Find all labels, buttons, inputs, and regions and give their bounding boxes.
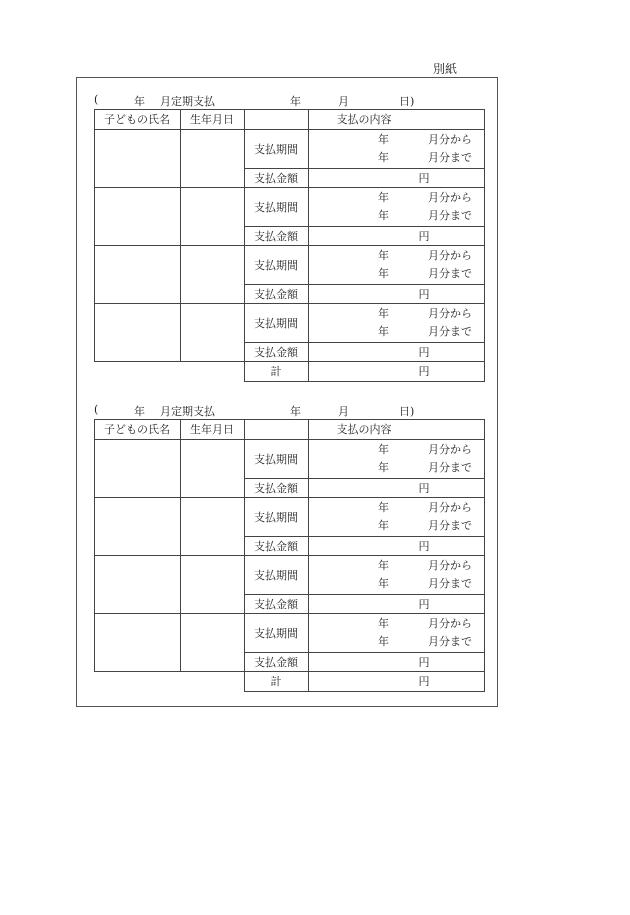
period-label: 支払期間 — [254, 317, 298, 330]
total-bottom-rule — [244, 691, 485, 692]
period-to-suffix: 月分まで — [428, 635, 472, 648]
total-unit: 円 — [418, 675, 430, 688]
column-header-birthdate: 生年月日 — [190, 423, 234, 436]
column-header-payment-content: 支払の内容 — [336, 423, 392, 436]
period-from-year: 年 — [378, 191, 389, 204]
table-top-rule — [94, 419, 485, 420]
amount-row-rule — [244, 594, 485, 595]
header-open-paren: ( — [94, 403, 99, 416]
row-group-rule — [94, 613, 485, 614]
header-year: 年 — [134, 95, 145, 108]
amount-row-rule — [244, 284, 485, 285]
row-group-rule — [94, 187, 485, 188]
period-from-year: 年 — [378, 307, 389, 320]
period-to-year: 年 — [378, 635, 389, 648]
row-group-rule — [94, 245, 485, 246]
period-from-year: 年 — [378, 559, 389, 572]
header-title: 月定期支払 — [160, 405, 215, 418]
payment-table — [94, 419, 484, 689]
header-date-month: 月 — [338, 405, 349, 418]
period-from-suffix: 月分から — [428, 559, 472, 572]
table-left-rule — [94, 419, 95, 672]
amount-label: 支払金額 — [254, 346, 298, 359]
period-to-year: 年 — [378, 267, 389, 280]
period-to-year: 年 — [378, 577, 389, 590]
payment-table — [94, 109, 484, 379]
header-bottom-rule — [94, 439, 485, 440]
amount-row-rule — [244, 478, 485, 479]
table-top-rule — [94, 109, 485, 110]
amount-unit: 円 — [418, 656, 430, 669]
amount-unit: 円 — [418, 482, 430, 495]
amount-row-rule — [244, 652, 485, 653]
amount-unit: 円 — [418, 540, 430, 553]
amount-label: 支払金額 — [254, 230, 298, 243]
amount-unit: 円 — [418, 598, 430, 611]
period-to-year: 年 — [378, 209, 389, 222]
amount-label: 支払金額 — [254, 598, 298, 611]
period-label: 支払期間 — [254, 259, 298, 272]
total-label: 計 — [270, 675, 282, 688]
period-from-year: 年 — [378, 443, 389, 456]
period-label: 支払期間 — [254, 511, 298, 524]
total-unit: 円 — [418, 365, 430, 378]
amount-unit: 円 — [418, 172, 430, 185]
header-date-year: 年 — [290, 405, 301, 418]
amount-label: 支払金額 — [254, 288, 298, 301]
period-from-year: 年 — [378, 617, 389, 630]
period-from-suffix: 月分から — [428, 501, 472, 514]
amount-label: 支払金額 — [254, 482, 298, 495]
amount-row-rule — [244, 168, 485, 169]
header-date-day: 日) — [399, 405, 415, 418]
period-label: 支払期間 — [254, 627, 298, 640]
period-to-suffix: 月分まで — [428, 209, 472, 222]
period-from-year: 年 — [378, 501, 389, 514]
period-from-suffix: 月分から — [428, 307, 472, 320]
header-title: 月定期支払 — [160, 95, 215, 108]
attachment-label: 別紙 — [433, 62, 458, 76]
period-to-year: 年 — [378, 151, 389, 164]
period-label: 支払期間 — [254, 453, 298, 466]
amount-label: 支払金額 — [254, 172, 298, 185]
period-to-year: 年 — [378, 519, 389, 532]
column-rule — [180, 419, 181, 672]
period-to-suffix: 月分まで — [428, 577, 472, 590]
column-rule — [180, 109, 181, 362]
row-group-rule — [94, 497, 485, 498]
payment-form-1 — [94, 92, 484, 379]
period-from-suffix: 月分から — [428, 191, 472, 204]
period-to-suffix: 月分まで — [428, 151, 472, 164]
header-date-month: 月 — [338, 95, 349, 108]
period-to-suffix: 月分まで — [428, 325, 472, 338]
total-bottom-rule — [244, 381, 485, 382]
row-group-rule — [94, 555, 485, 556]
period-to-suffix: 月分まで — [428, 519, 472, 532]
period-to-year: 年 — [378, 461, 389, 474]
period-label: 支払期間 — [254, 201, 298, 214]
period-from-year: 年 — [378, 133, 389, 146]
body-bottom-rule — [94, 671, 485, 672]
table-left-rule — [94, 109, 95, 362]
column-header-birthdate: 生年月日 — [190, 113, 234, 126]
amount-label: 支払金額 — [254, 540, 298, 553]
period-to-year: 年 — [378, 325, 389, 338]
row-group-rule — [94, 303, 485, 304]
form-header — [94, 402, 484, 419]
period-label: 支払期間 — [254, 143, 298, 156]
column-header-child-name: 子どもの氏名 — [104, 423, 170, 436]
form-header — [94, 92, 484, 109]
amount-row-rule — [244, 536, 485, 537]
period-from-suffix: 月分から — [428, 617, 472, 630]
column-header-payment-content: 支払の内容 — [336, 113, 392, 126]
amount-unit: 円 — [418, 346, 430, 359]
period-from-suffix: 月分から — [428, 133, 472, 146]
body-bottom-rule — [94, 361, 485, 362]
total-label: 計 — [270, 365, 282, 378]
period-to-suffix: 月分まで — [428, 461, 472, 474]
period-from-suffix: 月分から — [428, 443, 472, 456]
column-header-child-name: 子どもの氏名 — [104, 113, 170, 126]
period-from-suffix: 月分から — [428, 249, 472, 262]
header-date-day: 日) — [399, 95, 415, 108]
amount-label: 支払金額 — [254, 656, 298, 669]
amount-unit: 円 — [418, 288, 430, 301]
header-date-year: 年 — [290, 95, 301, 108]
period-label: 支払期間 — [254, 569, 298, 582]
amount-row-rule — [244, 226, 485, 227]
period-from-year: 年 — [378, 249, 389, 262]
period-to-suffix: 月分まで — [428, 267, 472, 280]
header-open-paren: ( — [94, 93, 99, 106]
amount-unit: 円 — [418, 230, 430, 243]
header-year: 年 — [134, 405, 145, 418]
header-bottom-rule — [94, 129, 485, 130]
payment-form-2 — [94, 402, 484, 689]
amount-row-rule — [244, 342, 485, 343]
